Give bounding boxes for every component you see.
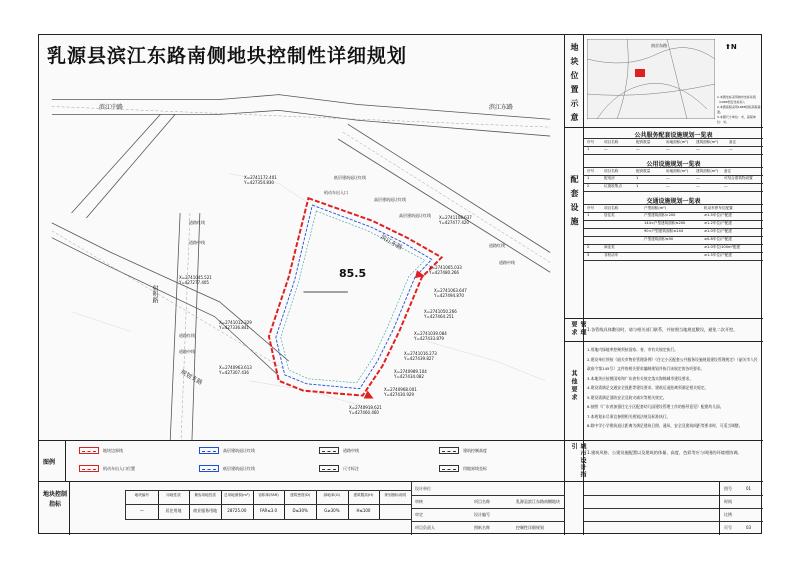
line-label: 道路红线 (189, 220, 205, 225)
table-cell: 1 (587, 147, 590, 151)
title-block-right (584, 482, 763, 535)
legend-label: 尺寸标注 (343, 466, 359, 471)
legend-swatch (439, 447, 459, 454)
legend-line (202, 469, 216, 470)
other-label: 其他要求 (570, 370, 577, 402)
table-header: 用地面积(m²) (666, 169, 689, 173)
location-label: 地块位置示意 (570, 43, 579, 127)
table-cell: 1 (636, 184, 639, 188)
tb-cell: 时间 (724, 499, 732, 504)
table-cell: 1 (587, 176, 590, 180)
road-name: 滨江中路 (99, 104, 124, 111)
table-header: 配套数量 (636, 169, 651, 173)
entrance-marker (364, 391, 374, 399)
table-divider (584, 191, 763, 192)
tb-cell: 乳源县滨江东路南侧地块 (516, 499, 560, 504)
coord-x: X=2740989.104 (394, 369, 427, 374)
title-block (411, 482, 565, 535)
table-cell: — (666, 147, 670, 151)
table-header: 项目名称 (604, 206, 619, 210)
legend-swatch (199, 447, 219, 454)
legend-swatch (79, 447, 99, 454)
table-divider (584, 154, 763, 155)
line-label: 道路红线 (179, 333, 195, 338)
table-cell: 户型建筑面积>200 (644, 213, 676, 217)
tb-row-divider (584, 508, 763, 509)
table-cell: 2 (587, 184, 590, 188)
table-cell: 可结合建筑物设置 (724, 176, 753, 180)
legend-line (442, 451, 456, 452)
indicator-col-divider (253, 491, 254, 519)
indicator-value: 居住用地 (165, 508, 182, 513)
management-label: 管理要求 (570, 321, 586, 337)
tb-row-divider (412, 495, 565, 496)
table-cell: — (696, 147, 700, 151)
table-cell: 90<户型建筑面积≤144 (644, 229, 684, 233)
legend-swatch (319, 465, 339, 472)
coord-x: X=2740919.621 (349, 405, 382, 410)
legend-label: 低层建筑退让红线 (223, 466, 255, 471)
tb-cell: 控制性详细规划 (516, 525, 544, 530)
indicator-row-divider (126, 504, 411, 505)
table-cell: 2 (587, 245, 590, 249)
table-header: 项目名称 (604, 140, 619, 144)
north-arrow: ⬆N (725, 43, 737, 51)
other-item: 1.用地内绿地率控制须按国家、省、市有关规定执行。 (587, 347, 678, 352)
table-cell: 1 (636, 176, 639, 180)
table-divider (584, 260, 763, 261)
tb-cell: 页号 (724, 525, 732, 530)
table-cell: — (729, 147, 733, 151)
legend-label: 用地界线坐标 (463, 466, 487, 471)
table-cell: ≥1.5车位/户配建 (704, 213, 732, 217)
table-title: 公共服务配套设施规划一览表 (634, 132, 713, 139)
indicator-col-divider (158, 491, 159, 519)
urban-design-label: 城市设计指引 (570, 443, 586, 478)
coord-y: Y=427336.841 (219, 325, 249, 330)
table-cell: 非机动车 (604, 253, 619, 257)
table-cell: ≥1.0车位/户配建 (704, 229, 732, 233)
table-title: 交通设施规划一览表 (646, 198, 701, 205)
table-divider (584, 204, 763, 205)
tb-row-divider (412, 508, 565, 509)
line-label: 高层建筑退让红线 (374, 197, 406, 202)
coord-x: X=2741039.084 (414, 331, 447, 336)
other-item: 2.建设单位须按《韶关市物业管理条例》《住宅小区配套公共服务设施规划建设管理规定》（韶关市人民 (587, 356, 758, 362)
table-header: 用地面积(m²) (666, 140, 689, 144)
table-header: 建筑面积(m²) (696, 169, 719, 173)
right-panel (565, 35, 763, 535)
indicator-header: 地块编号 (134, 493, 150, 497)
road-name: 射明路 (151, 285, 158, 303)
legend-swatch (199, 465, 219, 472)
table-cell: 3 (587, 253, 590, 257)
coord-y: Y=427430.929 (384, 392, 414, 397)
legend-label: 地块边界线 (103, 448, 123, 453)
table-divider (584, 138, 763, 139)
legend-label: 高层建筑退让红线 (223, 448, 255, 453)
indicator-value: FAR≤3.0 (259, 508, 278, 513)
table-cell: ≥1.5车位/户配建 (704, 253, 732, 257)
table-cell: 1 (587, 213, 590, 217)
table-divider (584, 167, 763, 168)
indicator-value: — (139, 508, 144, 513)
line-label: 机动车出入口 (324, 190, 348, 195)
tb-cell: 审定 (415, 512, 423, 517)
indicator-value: G≥30% (324, 508, 340, 513)
table-header: 项目名称 (604, 169, 619, 173)
indicator-title: 地块控制指标 (42, 491, 67, 508)
legend-title: 图例 (43, 459, 56, 466)
legend-line (322, 451, 336, 452)
other-item: 政府令第145号）文件的相关要求编制规划并执行该规定的各项要求。 (587, 366, 705, 371)
management-text: 1.各管线具体敷设时，请与相关部门联系，并按照当地规范敷设，避免二次开挖。 (587, 327, 738, 332)
elevation-label: 85.5 (339, 267, 367, 280)
table-cell: — (666, 184, 670, 188)
coord-x: X=2740968.001 (384, 387, 417, 392)
line-label: 道路中线 (189, 240, 205, 245)
tb-cell: 图号 (724, 486, 732, 491)
table-header: 序号 (587, 206, 595, 210)
other-item: 5.建设需满足消防安全及防灾减灾等相关规定。 (587, 394, 667, 400)
location-notes: 1.本图坐标采用城市坐标系统（1980西安坐标系）。 2.本图高程采用1985国家高程基准。 3.本图尺寸单位：米，高程单位：米。 (717, 95, 761, 124)
table-cell: ≥1.2车位/户配建 (704, 221, 732, 225)
table-cell: — (696, 184, 700, 188)
indicator-col-divider (221, 491, 222, 519)
indicator-header: 建筑限高(H) (353, 493, 374, 497)
table-cell: 居住类 (604, 213, 615, 217)
legend-swatch (439, 465, 459, 472)
indicator-col-divider (284, 491, 285, 519)
table-cell: ≥0.8车位/户配建 (704, 237, 732, 241)
tb-cell: 设计单位 (415, 486, 431, 491)
coord-x: X=2740963.613 (219, 365, 252, 370)
indicator-value: D≤30% (292, 508, 308, 513)
page-title: 乳源县滨江东路南侧地块控制性详细规划 (47, 45, 408, 67)
indicator-header: 规划指标说明 (384, 493, 406, 497)
indicator-value: 28725.00 (227, 508, 247, 513)
table-header: 建筑面积(m²) (696, 140, 719, 144)
tb-cell: 项目负责人 (415, 525, 435, 530)
north-icon: ⬆ (725, 43, 731, 51)
other-item: 3.本地块应按照国家和广东省有关规定落实海绵城市建设要求。 (587, 375, 694, 381)
table-cell: 垃圾收集点 (604, 184, 622, 188)
indicator-col-divider (189, 491, 190, 519)
table-header: 序号 (587, 140, 595, 144)
legend-label: 道路中线 (343, 448, 359, 453)
indicator-value: 商业服务用地 (193, 508, 218, 513)
site-boundary (269, 198, 442, 395)
table-header: 机动车停车位配置 (704, 206, 733, 210)
tb-cell: 设计编号 (474, 512, 490, 517)
indicator-table (125, 490, 412, 520)
table-header: 备注 (729, 140, 737, 144)
other-item: 7.本规划未尽事宜参照相关规划法规及标准执行。 (587, 413, 671, 419)
road-name: 规划支路 (179, 368, 204, 387)
legend-line (442, 469, 456, 470)
coord-x: X=2741045.521 (179, 275, 212, 280)
facilities-label: 配套设施 (570, 175, 579, 231)
tb-cell: 审核 (415, 499, 423, 504)
coord-x: X=2741063.647 (434, 288, 467, 293)
coord-y: Y=427477.420 (439, 220, 469, 225)
table-cell: — (696, 176, 700, 180)
legend-swatch (79, 465, 99, 472)
coord-x: X=2741108.637 (439, 215, 472, 220)
legend-swatch (319, 447, 339, 454)
coord-x: X=2741172.401 (244, 175, 277, 180)
location-place: 南京东路 (651, 43, 667, 48)
table-header: 配套数量 (636, 140, 651, 144)
coord-y: Y=427277.405 (179, 280, 209, 285)
other-requirements (587, 345, 761, 431)
table-cell: — (724, 184, 728, 188)
coord-y: Y=427494.870 (434, 293, 464, 298)
table-title: 公用设施规划一览表 (646, 161, 701, 168)
legend-line (82, 469, 96, 470)
legend-section (39, 441, 564, 481)
indicator-col-divider (348, 491, 349, 519)
legend-line (322, 469, 336, 470)
coord-y: Y=427464.251 (424, 314, 454, 319)
indicator-header: 绿地率(G) (323, 493, 341, 497)
coord-x: X=2741012.329 (219, 320, 252, 325)
table-header: 备注 (724, 169, 732, 173)
line-label: 道路红线 (489, 243, 505, 248)
legend-label: 机动车出入口位置 (103, 466, 135, 471)
tb-cell: 图纸名称 (474, 525, 490, 530)
line-label: 道路中线 (179, 349, 195, 354)
coord-y: Y=427434.082 (394, 374, 424, 379)
coord-y: Y=427307.436 (219, 370, 249, 375)
tb-cell: 项目名称 (474, 499, 490, 504)
road-name: 滨江东路 (379, 233, 404, 252)
indicator-header: 建筑密度(D) (290, 493, 311, 497)
table-header: 户型面积(m²) (644, 206, 667, 210)
legend-line (202, 451, 216, 452)
line-label: 低层建筑退让红线 (334, 175, 366, 180)
road-name: 滨江东路 (489, 104, 514, 111)
legend-line (82, 451, 96, 452)
other-item: 6.按照《广东省加强住宅小区配套幼儿园建设管理工作的指导意见》配建幼儿园。 (587, 404, 724, 409)
tb-cell: 01 (746, 486, 752, 491)
table-cell: — (604, 147, 608, 151)
drawing-sheet (38, 34, 762, 534)
table-divider (584, 146, 763, 147)
coord-x: X=2741065.033 (429, 265, 462, 270)
table-cell: 商业类 (604, 245, 615, 249)
urban-design-text: 1.建筑风格、公建设施配置以及建筑的体量、高度、色彩等应与周围的环境相协调。 (587, 450, 742, 455)
facilities-tables (584, 128, 763, 318)
location-map (587, 39, 715, 119)
coord-x: X=2741050.266 (424, 309, 457, 314)
coord-y: Y=427433.879 (414, 336, 444, 341)
coord-y: Y=427480.266 (429, 270, 459, 275)
coord-y: Y=427439.827 (404, 356, 434, 361)
indicator-header: 用地性质 (166, 493, 181, 497)
tb-cell: 03 (746, 525, 752, 530)
coord-y: Y=427354.830 (244, 180, 274, 185)
indicator-col-divider (379, 491, 380, 519)
table-cell: ≥1.0车位/100m²配建 (704, 245, 741, 249)
tb-divider (719, 482, 720, 535)
table-header: 序号 (587, 169, 595, 173)
table-cell: — (636, 147, 640, 151)
tb-row-divider (584, 495, 763, 496)
other-item: 4.建设需满足交通安全视距等建设要求，建筑后退距离须满足相关规定。 (587, 385, 709, 390)
other-item: 8.除中学小学建筑退让距离为满足建筑日照、通风、安全及建筑间距等要求时，可适当调整。 (587, 423, 743, 428)
indicator-header: 总用地面积(m²) (223, 493, 250, 497)
table-cell: 144<户型建筑面积≤200 (644, 221, 686, 225)
legend-label: 建筑控制高度 (463, 448, 487, 453)
table-cell: 配电房 (604, 176, 615, 180)
site-plan-map (41, 65, 561, 440)
tb-row-divider (584, 521, 763, 522)
coord-x: X=2741016.273 (404, 351, 437, 356)
table-cell: 户型建筑面积≤90 (644, 237, 674, 241)
indicator-header: 容积率(FAR) (258, 493, 279, 497)
line-label: 高层建筑退让红线 (399, 213, 431, 218)
tb-cell: 比例 (724, 512, 732, 517)
coord-y: Y=427460.460 (349, 410, 379, 415)
site-marker (635, 69, 645, 77)
line-label: 道路中线 (499, 260, 515, 265)
table-cell: — (666, 176, 670, 180)
indicator-header: 兼容用地性质 (194, 493, 216, 497)
indicator-value: H≤100 (356, 508, 371, 513)
tb-row-divider (412, 521, 565, 522)
indicator-col-divider (316, 491, 317, 519)
table-divider (584, 236, 763, 237)
